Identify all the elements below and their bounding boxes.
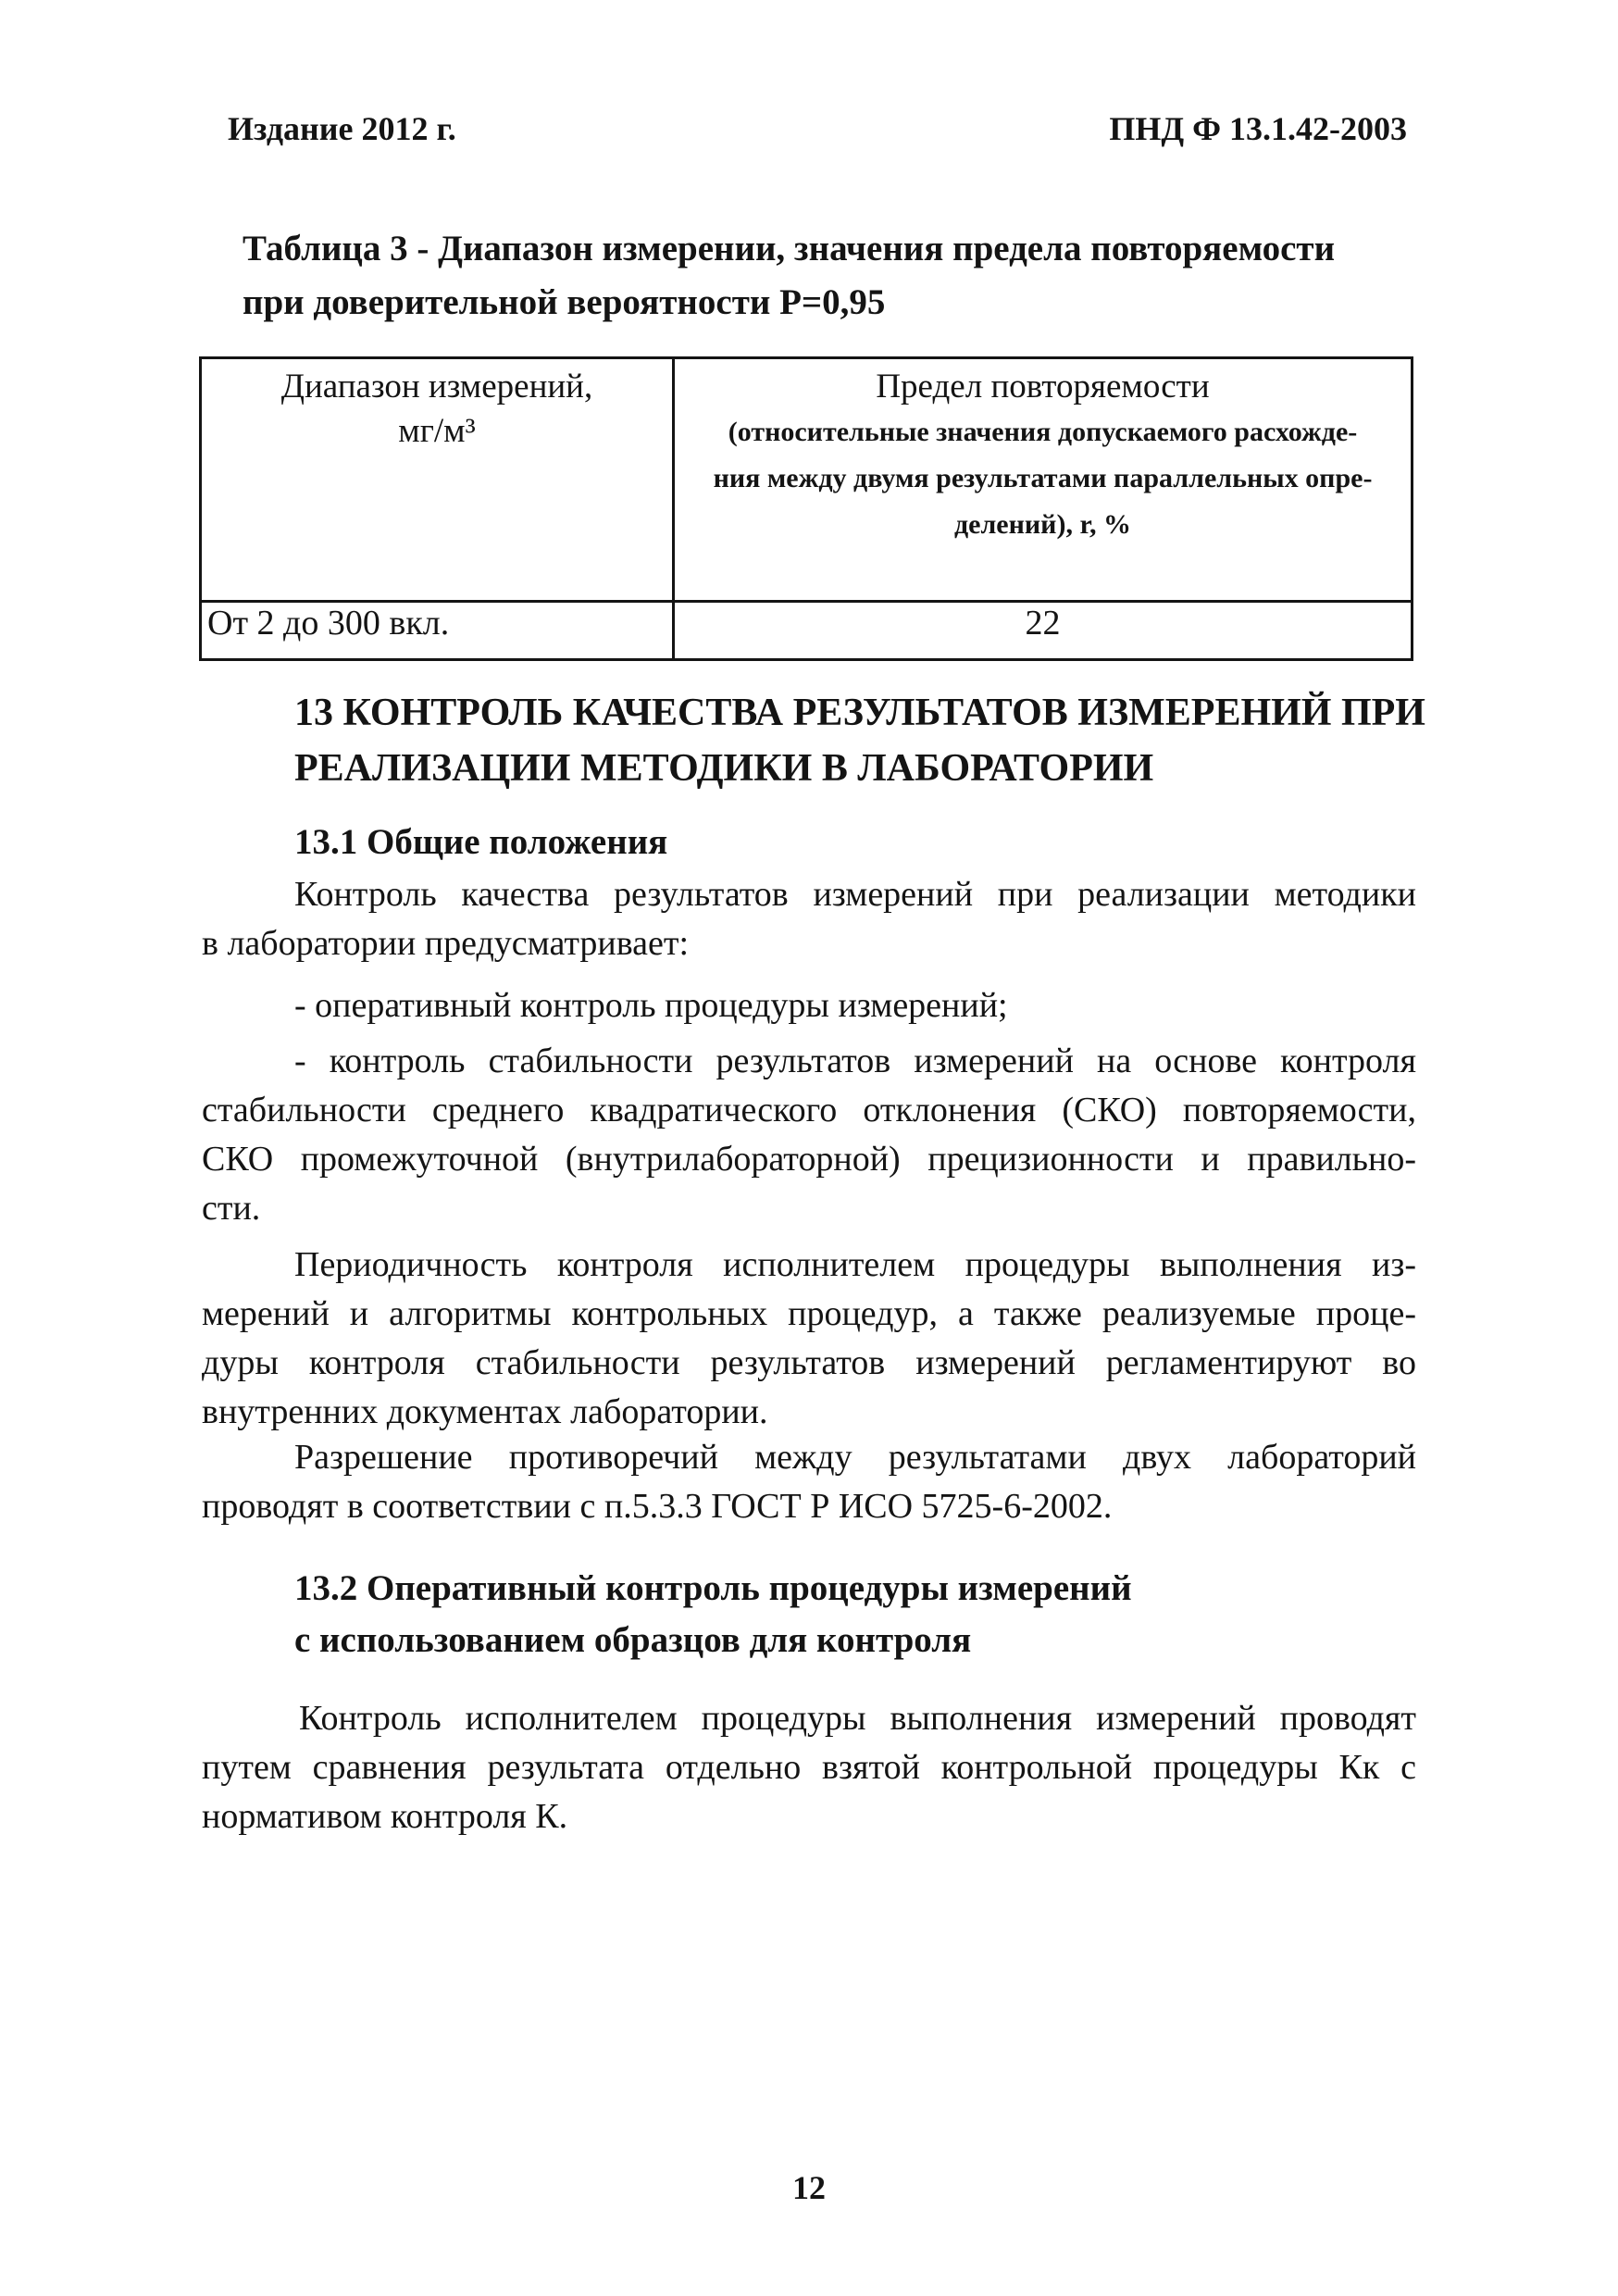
range-value-cell: От 2 до 300 вкл. [201, 602, 674, 660]
section-title-line: 13 КОНТРОЛЬ КАЧЕСТВА РЕЗУЛЬТАТОВ ИЗМЕРЕНИЙ ПРИ [294, 692, 1425, 734]
table-caption-line: Таблица 3 - Диапазон измерении, значения предела повторяемости [243, 229, 1336, 268]
limit-header-note-line: ния между двумя результатами параллельных опре- [713, 463, 1373, 493]
paragraph-line: Контроль исполнителем процедуры выполнения измерений проводят [299, 1699, 1416, 1738]
paragraph-line: - контроль стабильности результатов измерений на основе контроля [294, 1042, 1416, 1080]
paragraph-line: проводят в соответствии с п.5.3.3 ГОСТ Р ИСО 5725-6-2002. [202, 1487, 1113, 1526]
paragraph-control-procedure [202, 1694, 1416, 1841]
subsection-13-2-title [294, 1563, 1132, 1666]
section-title-line: РЕАЛИЗАЦИИ МЕТОДИКИ В ЛАБОРАТОРИИ [294, 747, 1154, 790]
paragraph-list-item-1 [202, 981, 1416, 1030]
limit-header-cell [674, 358, 1413, 602]
limit-header-note-line: (относительные значения допускаемого расхожде- [728, 417, 1358, 447]
subsection-title-line: 13.1 Общие положения [294, 822, 668, 862]
paragraph-line: в лаборатории предусматривает: [202, 924, 690, 963]
paragraph-line: стабильности среднего квадратического отклонения (СКО) повторяемости, [202, 1091, 1416, 1129]
paragraph-line: мерений и алгоритмы контрольных процедур, а также реализуемые проце- [202, 1294, 1416, 1333]
paragraph-disputes [202, 1433, 1416, 1531]
range-header-line: Диапазон измерений, [280, 368, 593, 406]
range-header-cell [201, 358, 674, 602]
limit-header-note [691, 409, 1394, 548]
paragraph-line: Периодичность контроля исполнителем процедуры выполнения из- [294, 1245, 1416, 1284]
document-code-header: ПНД Ф 13.1.42-2003 [1109, 110, 1407, 147]
table-caption-line: при доверительной вероятности Р=0,95 [243, 282, 886, 322]
range-header-unit: мг/м³ [398, 412, 476, 450]
repeatability-table [199, 356, 1413, 661]
limit-header-note-line: делений), r, % [953, 509, 1132, 540]
paragraph-line: путем сравнения результата отдельно взятой контрольной процедуры Кк с [202, 1748, 1416, 1787]
subsection-13-1-title [294, 817, 667, 868]
paragraph-line: внутренних документах лаборатории. [202, 1392, 768, 1431]
subsection-title-line: 13.2 Оперативный контроль процедуры измерений [294, 1568, 1132, 1608]
table-header-row [201, 358, 1413, 602]
paragraph-line: сти. [202, 1189, 261, 1228]
paragraph-line: СКО промежуточной (внутрилабораторной) прецизионности и правильно- [202, 1140, 1416, 1179]
page-number: 12 [792, 2169, 826, 2206]
paragraph-periodicity [202, 1241, 1416, 1437]
paragraph-line: Разрешение противоречий между результатами двух лабораторий [294, 1438, 1416, 1477]
section-13-title [294, 685, 1424, 796]
paragraph-line: дуры контроля стабильности результатов измерений регламентируют во [202, 1343, 1416, 1382]
paragraph-list-item-2 [202, 1037, 1416, 1233]
limit-value-cell: 22 [674, 602, 1413, 660]
limit-header-title: Предел повторяемости [876, 368, 1210, 406]
paragraph-intro [202, 870, 1416, 968]
paragraph-line: - оперативный контроль процедуры измерений; [294, 986, 1008, 1025]
table-caption [243, 222, 1427, 330]
edition-header: Издание 2012 г. [228, 110, 456, 147]
subsection-title-line: с использованием образцов для контроля [294, 1620, 972, 1660]
paragraph-line: нормативом контроля К. [202, 1797, 568, 1836]
table-row [201, 602, 1413, 660]
paragraph-line: Контроль качества результатов измерений при реализации методики [294, 875, 1416, 914]
